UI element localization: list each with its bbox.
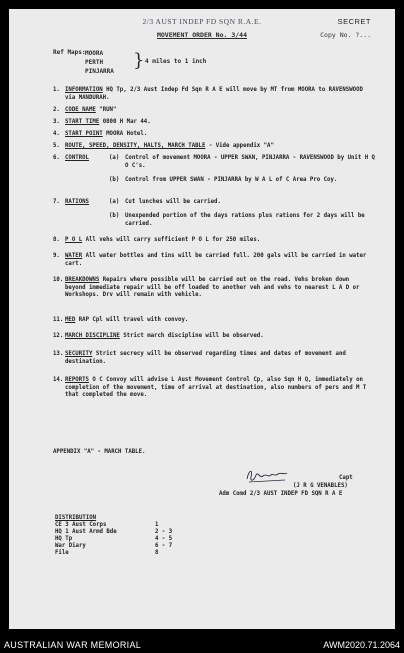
institution-caption: AUSTRALIAN WAR MEMORIAL	[4, 640, 142, 650]
signatory-title: Adm Comd 2/3 AUST INDEP FD SQN R A E	[219, 491, 343, 497]
paragraph-heading: ROUTE, SPEED, DENSITY, HALTS, MARCH TABLE	[65, 143, 206, 149]
subparagraph-text: Control from UPPER SWAN - PINJARRA by W A L of C Area Pro Coy.	[125, 177, 338, 183]
paragraph-number: 4.	[53, 131, 60, 137]
paragraph-heading: CODE NAME	[65, 107, 96, 113]
ref-map-item: MOORA	[85, 50, 104, 57]
paragraph-number: 3.	[53, 119, 60, 125]
subparagraph-text: Control of movement MOORA - UPPER SWAN, PINJARRA - RAVENSWOOD by Unit H Q O C's.	[125, 155, 375, 169]
paragraph-heading: CONTROL	[65, 155, 89, 161]
list-item	[55, 536, 195, 543]
list-item	[55, 529, 195, 536]
ref-maps-list	[85, 49, 114, 76]
distribution-recipient: File	[55, 550, 69, 556]
paragraph-heading: INFORMATION	[65, 87, 103, 93]
paragraph-text: Strict march discipline will be observed.	[123, 333, 264, 339]
distribution-copy: 6 - 7	[155, 543, 173, 549]
distribution-recipient: CE 3 Aust Corps	[55, 522, 107, 528]
paragraph-text: RAP Cpl will travel with convoy.	[78, 317, 189, 323]
paragraph-number: 7.	[53, 199, 60, 205]
paragraph-number: 14.	[53, 377, 64, 383]
subparagraph-text: Cut lunches will be carried.	[125, 199, 221, 205]
copy-number: Copy No. ?...	[320, 31, 371, 39]
distribution-copy: 2 - 3	[155, 529, 173, 535]
paragraph-heading: SECURITY	[65, 351, 93, 357]
paragraph-heading: START TIME	[65, 119, 100, 125]
paragraph-heading: BREAKDOWNS	[65, 277, 100, 283]
appendix-reference: APPENDIX "A" - MARCH TABLE.	[53, 449, 146, 455]
paragraph-number: 5.	[53, 143, 60, 149]
classification-marking: SECRET	[337, 17, 371, 26]
brace-glyph: }	[133, 50, 145, 71]
list-item	[55, 550, 195, 557]
subparagraph-letter: (a)	[109, 199, 120, 205]
accession-number: AWM2020.71.2064	[323, 640, 400, 650]
paragraph-heading: MED	[65, 317, 76, 323]
paragraph-heading: P O L	[65, 237, 83, 243]
paragraph-text: - Vide appendix "A"	[208, 143, 274, 149]
paragraph-text: All vehs will carry sufficient P O L for 250 miles.	[85, 237, 261, 243]
paragraph-number: 12.	[53, 333, 64, 339]
paragraph-text: Strict secrecy will be observed regarding times and dates of movement and destination.	[65, 351, 346, 365]
subparagraph-letter: (b)	[109, 213, 120, 219]
paragraph-heading: MARCH DISCIPLINE	[65, 333, 120, 339]
signatory-rank: Capt	[339, 475, 353, 481]
list-item	[55, 522, 195, 529]
paragraph-number: 10.	[53, 277, 64, 283]
paragraph-number: 6.	[53, 155, 60, 161]
paragraph-text: O C Convoy will advise L Aust Movement Control Cp, also Sqn H Q, immediately on completion of the movement, time of arrival at destination, also numbers of pers and M T that completed the move.	[65, 377, 367, 398]
map-scale: 4 miles to 1 inch	[145, 58, 207, 65]
ref-map-item: PERTH	[85, 59, 104, 66]
distribution-recipient: War Diary	[55, 543, 86, 549]
document-title: MOVEMENT ORDER No. 3/44	[156, 31, 247, 39]
distribution-copy: 1	[155, 522, 159, 528]
paragraph-text: Repairs where possible will be carried out on the road. Vehs broken down beyond immediate repair will be off loaded to another veh and vehs to nearest L A D or Workshops. Drv will remain with vehicle.	[65, 277, 360, 298]
distribution-recipient: HQ 1 Aust Armd Bde	[55, 529, 117, 535]
paragraph-number: 9.	[53, 253, 60, 259]
paragraph-text: HQ Tp, 2/3 Aust Indep Fd Sqn R A E will move by MT from MOORA to RAVENSWOOD via MANDURAH.	[65, 87, 363, 101]
paragraph-text: MOORA Hotel.	[106, 131, 148, 137]
paragraph-number: 8.	[53, 237, 60, 243]
paragraph-text: "RUN"	[99, 107, 117, 113]
subparagraph-letter: (b)	[109, 177, 120, 183]
signatory-name: (J R G VENABLES)	[293, 483, 348, 489]
paragraph-heading: WATER	[65, 253, 83, 259]
distribution-list	[55, 515, 195, 557]
paragraph-number: 1.	[53, 87, 60, 93]
subparagraph-text: Unexpended portion of the days rations plus rations for 2 days will be carried.	[125, 213, 365, 227]
paragraph-heading: START POINT	[65, 131, 103, 137]
distribution-copy: 8	[155, 550, 159, 556]
ref-map-item: PINJARRA	[85, 68, 114, 75]
paragraph-heading: RATIONS	[65, 199, 89, 205]
ref-maps-label: Ref Maps:	[53, 49, 86, 56]
distribution-title: DISTRIBUTION	[55, 515, 97, 521]
handwritten-signature	[245, 465, 289, 487]
paragraph-number: 11.	[53, 317, 64, 323]
distribution-copy: 4 - 5	[155, 536, 173, 542]
unit-stamp: 2/3 AUST INDEP FD SQN R.A.E.	[142, 17, 262, 26]
paragraph-heading: REPORTS	[65, 377, 89, 383]
paragraph-number: 2.	[53, 107, 60, 113]
document-sheet	[9, 9, 395, 629]
paragraph-text: 0800 H Mar 44.	[102, 119, 151, 125]
paragraph-number: 13.	[53, 351, 64, 357]
paragraph-text: All water bottles and tins will be carried full. 200 gals will be carried in water cart.	[65, 253, 367, 267]
subparagraph-letter: (a)	[109, 155, 120, 161]
list-item	[55, 543, 195, 550]
distribution-recipient: HQ Tp	[55, 536, 73, 542]
